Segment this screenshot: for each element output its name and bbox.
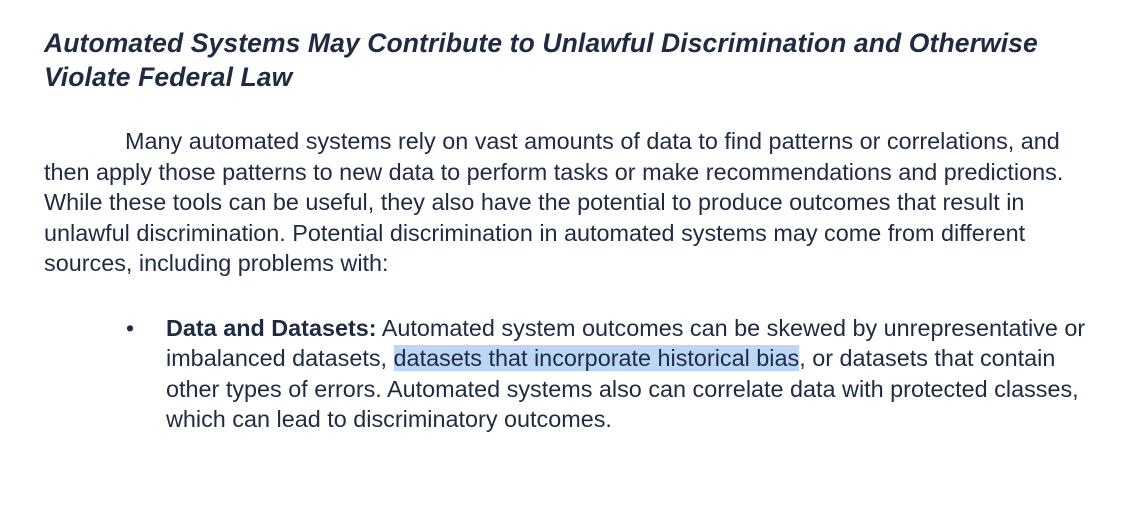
- list-item[interactable]: [44, 313, 1096, 435]
- document-page: [44, 26, 1124, 435]
- bullet-list: [44, 313, 1124, 435]
- bullet-marker: •: [126, 314, 135, 341]
- section-heading: Automated Systems May Contribute to Unlawful Discrimination and Otherwise Violate Federal Law: [44, 28, 1038, 92]
- bullet-term: Data and Datasets:: [166, 314, 377, 341]
- body-paragraph[interactable]: Many automated systems rely on vast amounts of data to find patterns or correlations, and then apply those patterns to new data to perform tasks or make recommendations and predictions. While these tools can be useful, they also have the potential to produce outcomes that result in unlawful discrimination. Potential discrimination in automated systems may come from different sources, including problems with:: [44, 128, 1064, 276]
- selected-text[interactable]: datasets that incorporate historical bias: [393, 345, 800, 371]
- bullet-text-after[interactable]: , or datasets that contain other types of errors. Automated systems also can correlate data with protected classes, which can lead to discriminatory outcomes.: [166, 345, 1079, 432]
- bullet-text-before[interactable]: Automated system outcomes can be skewed by unrepresentative or imbalanced datasets,: [166, 314, 1086, 371]
